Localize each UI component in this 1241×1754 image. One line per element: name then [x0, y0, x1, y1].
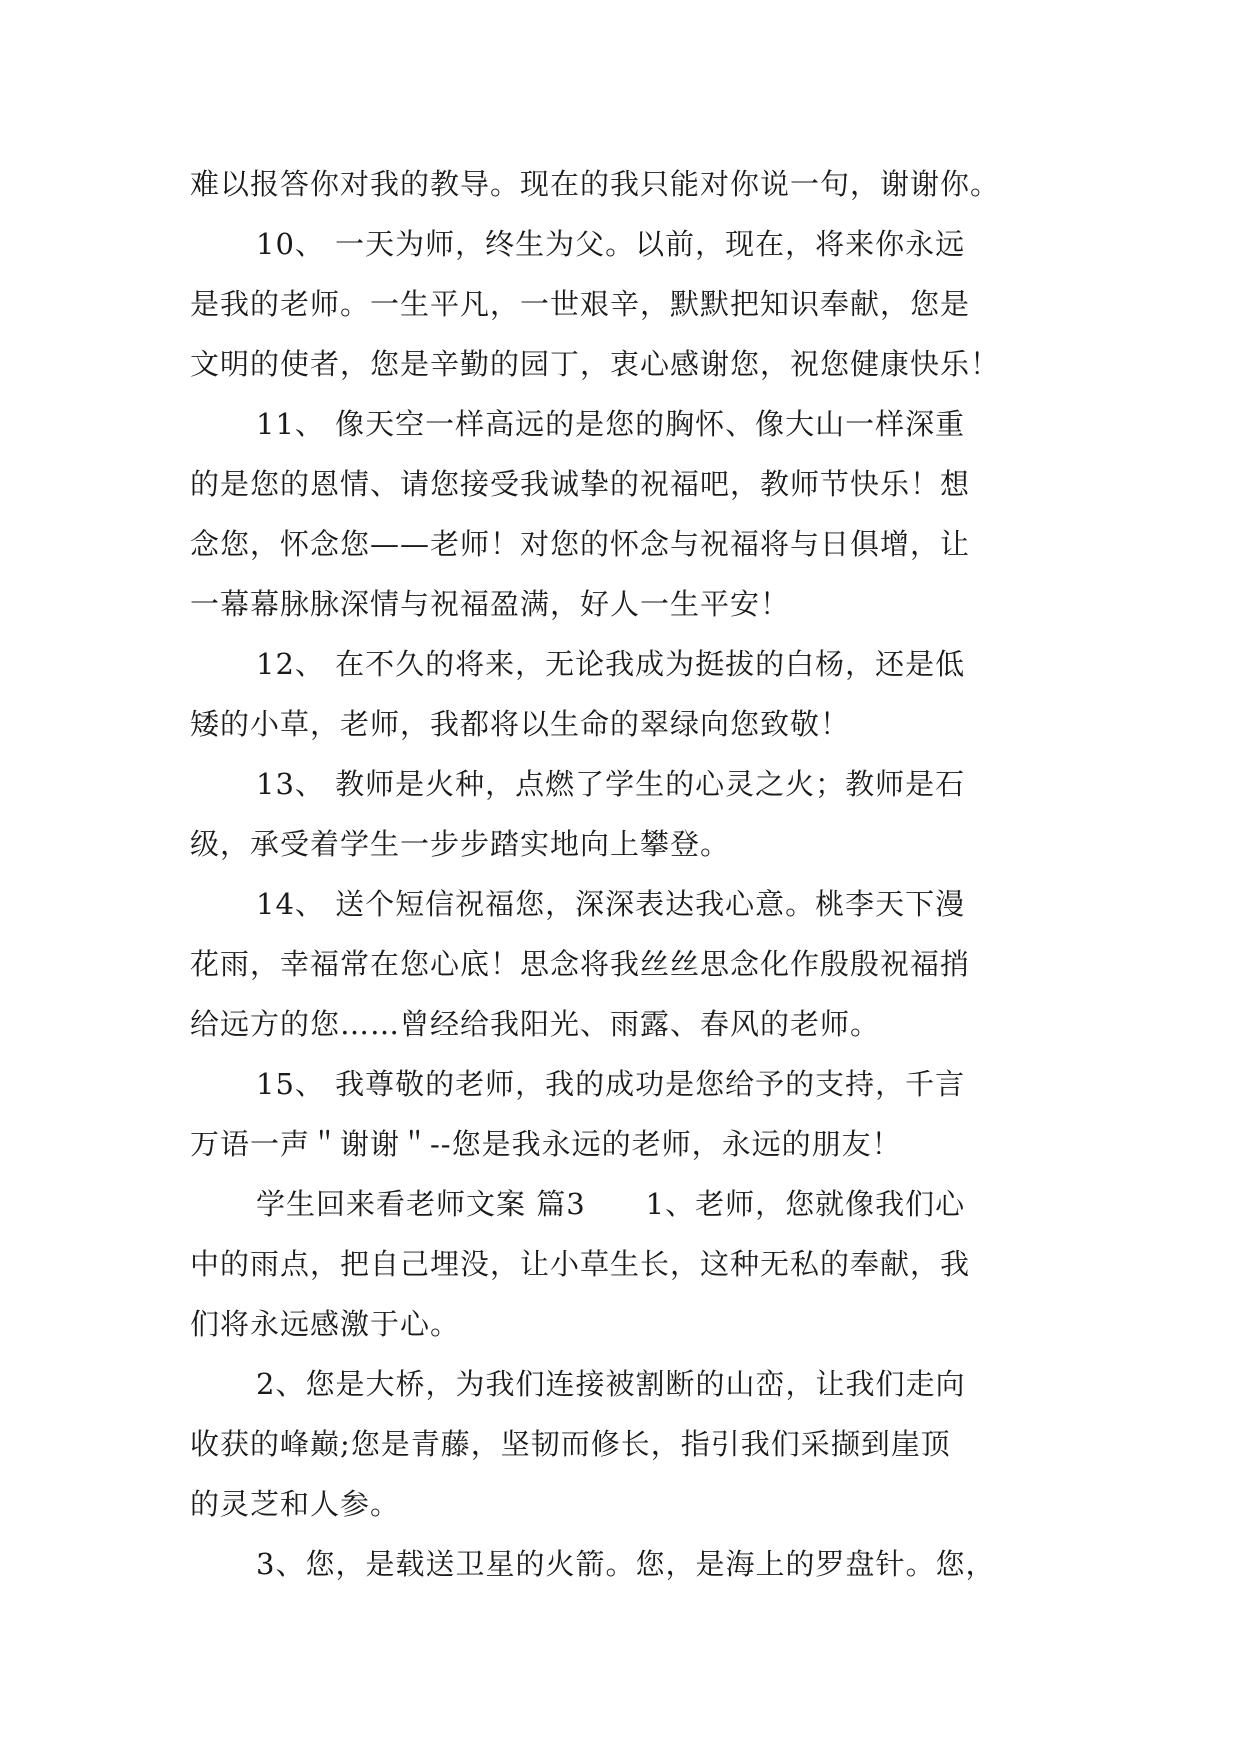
- text-line: 14、 送个短信祝福您，深深表达我心意。桃李天下漫: [256, 887, 966, 921]
- text-line: 一幕幕脉脉深情与祝福盈满，好人一生平安！: [190, 587, 791, 621]
- text-line: 文明的使者，您是辛勤的园丁，衷心感谢您，祝您健康快乐！: [190, 347, 1001, 381]
- text-line: 12、 在不久的将来，无论我成为挺拔的白杨，还是低: [256, 647, 966, 681]
- text-line: 收获的峰巅;您是青藤，坚韧而修长，指引我们采撷到崖顶: [190, 1427, 951, 1461]
- body-text: [190, 154, 1050, 1594]
- text-line: 花雨，幸福常在您心底！思念将我丝丝思念化作殷殷祝福捎: [190, 947, 971, 981]
- text-line: 13、 教师是火种，点燃了学生的心灵之火；教师是石: [256, 767, 966, 801]
- text-line: 万语一声＂谢谢＂--您是我永远的老师，永远的朋友！: [190, 1127, 902, 1161]
- section-heading-line: 学生回来看老师文案 篇3 1、老师，您就像我们心: [256, 1187, 966, 1221]
- text-line: 给远方的您……曾经给我阳光、雨露、春风的老师。: [190, 1007, 881, 1041]
- text-line: 中的雨点，把自己埋没，让小草生长，这种无私的奉献，我: [190, 1247, 971, 1281]
- text-line: 10、 一天为师，终生为父。以前，现在，将来你永远: [256, 227, 966, 261]
- text-line: 2、您是大桥，为我们连接被割断的山峦，让我们走向: [256, 1367, 966, 1401]
- text-line: 们将永远感激于心。: [190, 1307, 461, 1341]
- text-line: 级，承受着学生一步步踏实地向上攀登。: [190, 827, 731, 861]
- text-line: 11、 像天空一样高远的是您的胸怀、像大山一样深重: [256, 407, 966, 441]
- text-line: 念您，怀念您——老师！对您的怀念与祝福将与日俱增，让: [190, 527, 971, 561]
- text-line: 的是您的恩情、请您接受我诚挚的祝福吧，教师节快乐！想: [190, 467, 971, 501]
- text-line: 难以报答你对我的教导。现在的我只能对你说一句，谢谢你。: [190, 167, 1001, 201]
- text-line: 3、您，是载送卫星的火箭。您，是海上的罗盘针。您，: [256, 1547, 996, 1581]
- text-line: 是我的老师。一生平凡，一世艰辛，默默把知识奉献，您是: [190, 287, 971, 321]
- text-line: 矮的小草，老师，我都将以生命的翠绿向您致敬！: [190, 707, 851, 741]
- text-line: 15、 我尊敬的老师，我的成功是您给予的支持，千言: [256, 1067, 966, 1101]
- text-line: 的灵芝和人参。: [190, 1487, 401, 1521]
